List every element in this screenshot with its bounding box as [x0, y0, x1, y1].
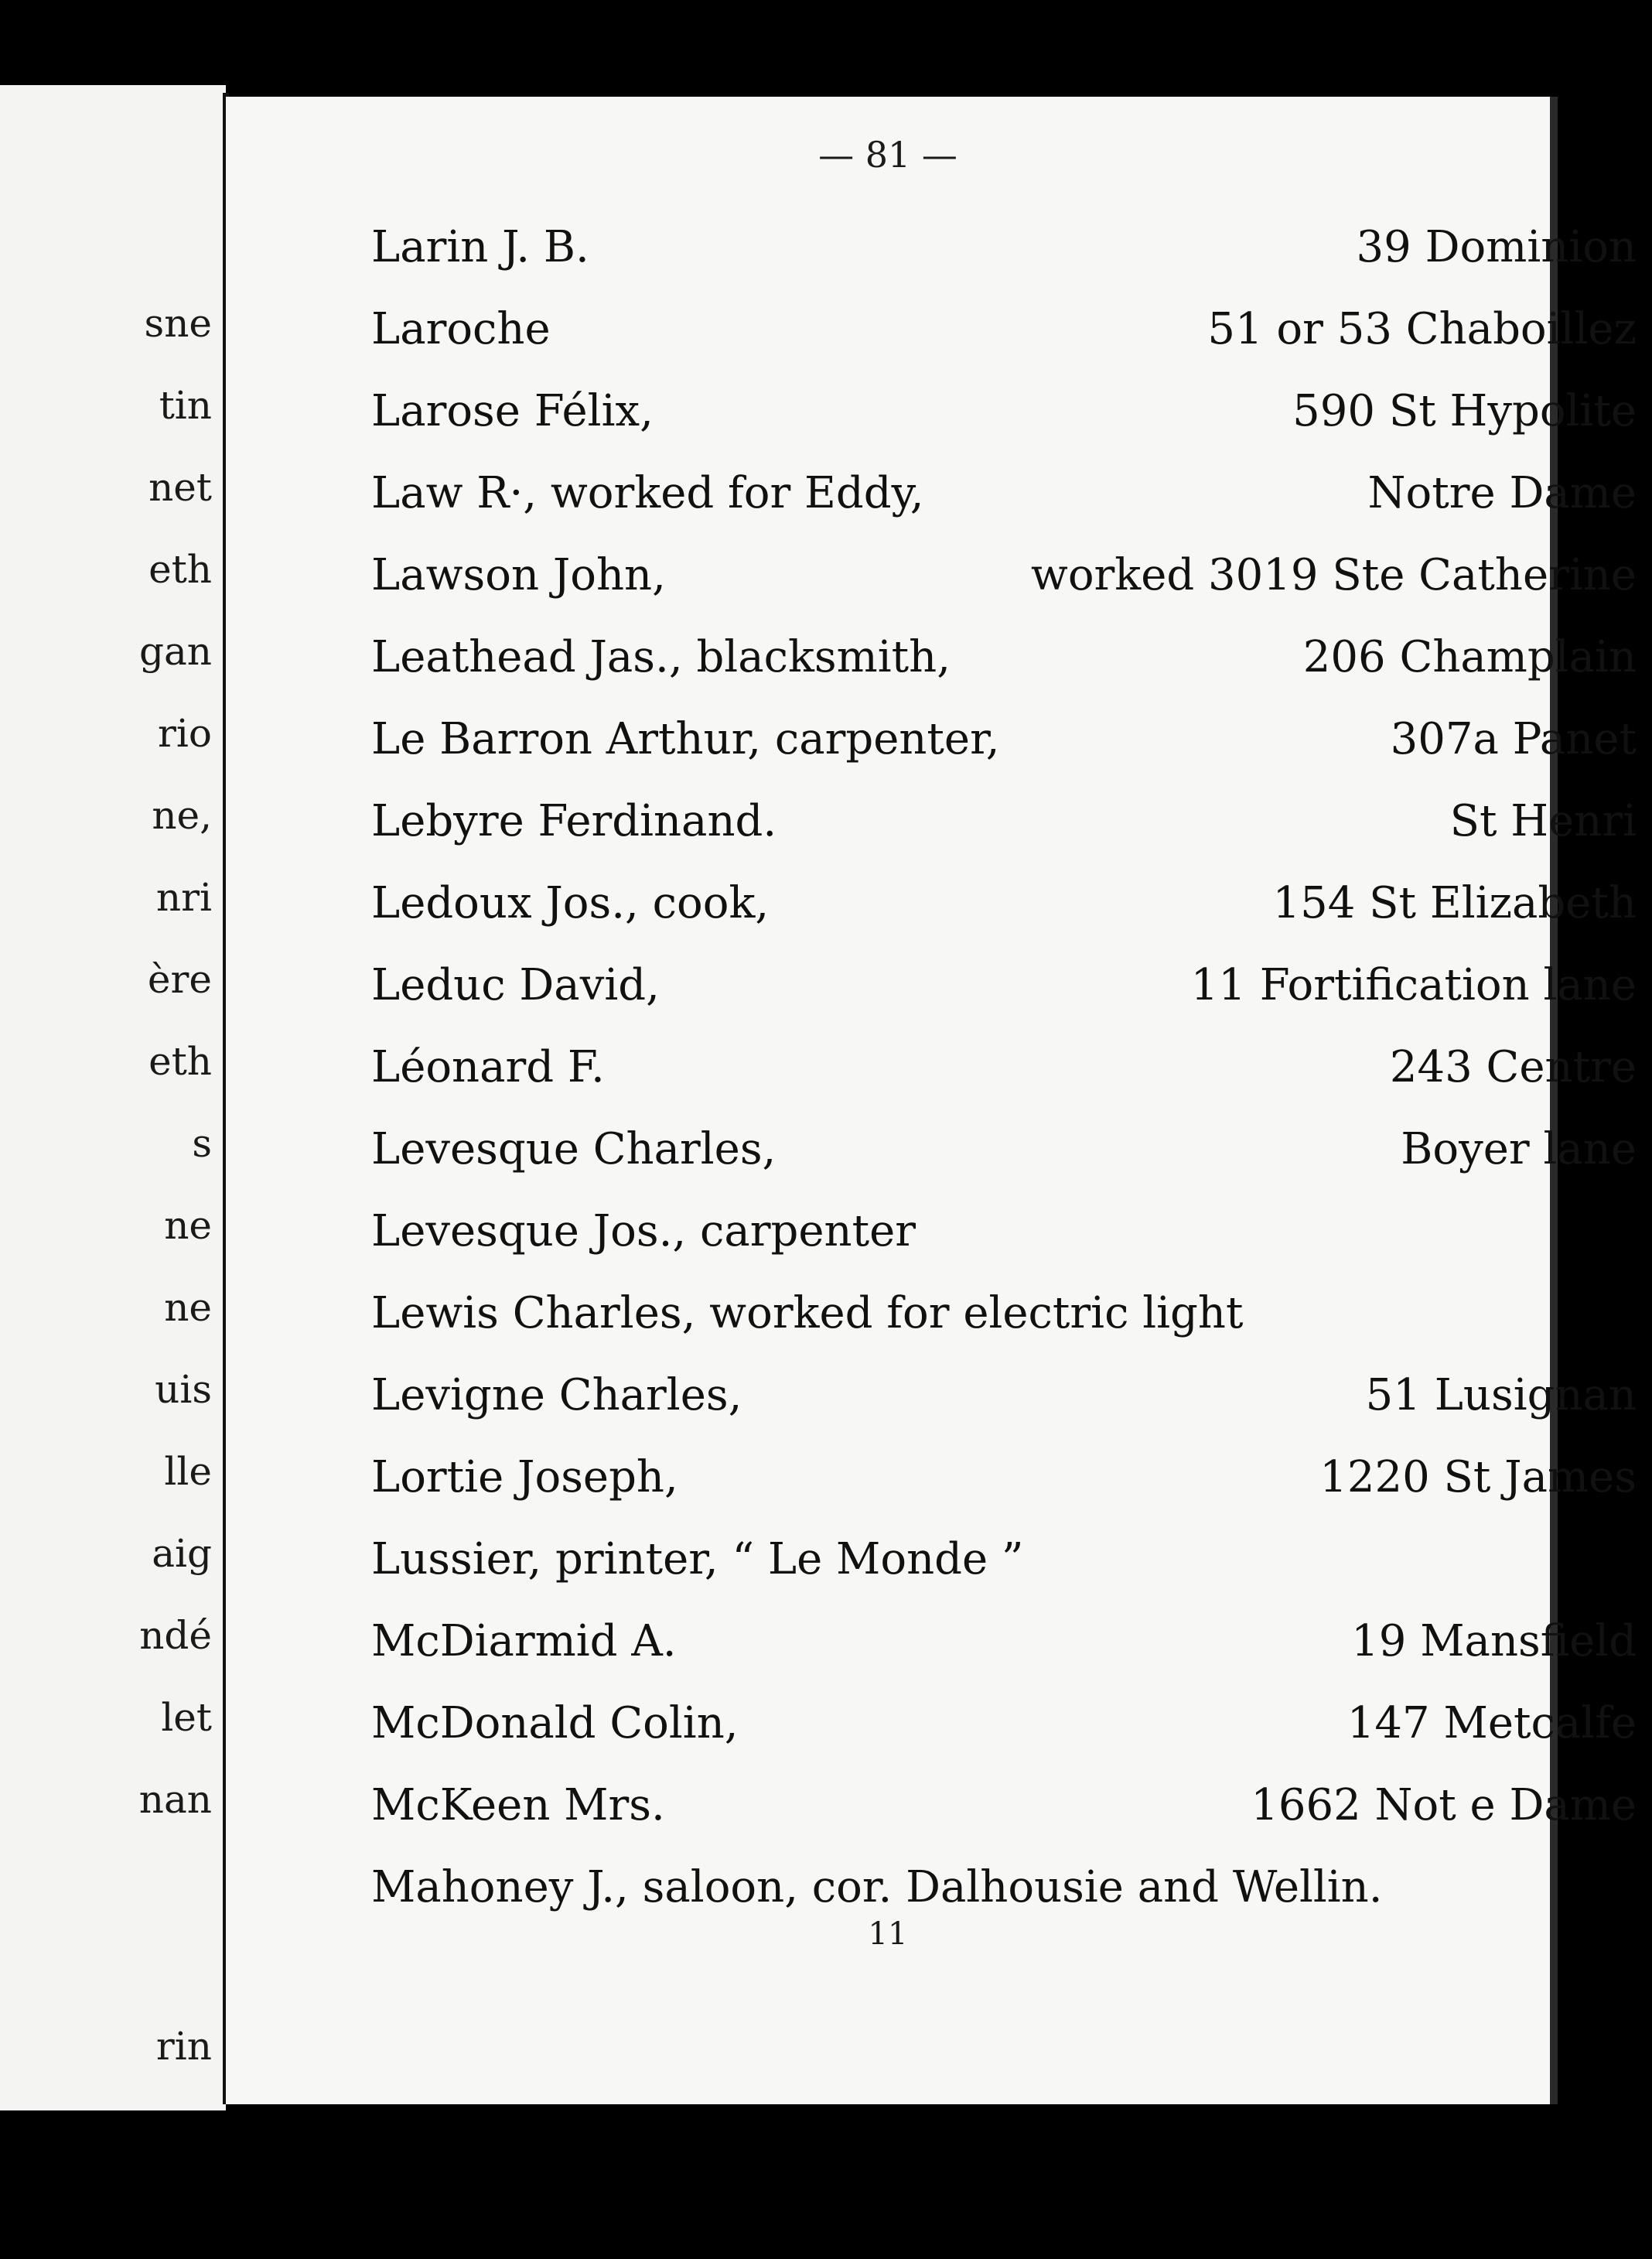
entry-name: McDonald Colin, [371, 1698, 739, 1748]
entry-name: Léonard F. [371, 1042, 605, 1092]
left-fragment: rio [158, 711, 212, 756]
directory-entry [371, 1779, 1637, 1833]
entry-name: Lawson John, [371, 550, 666, 600]
directory-entry [371, 220, 1637, 275]
directory-entry [371, 1861, 1637, 1915]
left-fragment: lle [164, 1449, 212, 1494]
left-fragment: ne, [152, 793, 212, 838]
left-fragment: ère [147, 957, 212, 1002]
entry-name: Mahoney J., saloon, cor. Dalhousie and Wellin. [371, 1862, 1383, 1912]
entry-address: 243 Centre [1389, 1042, 1637, 1092]
left-fragment: net [148, 465, 212, 510]
entry-address: 1220 St James [1319, 1452, 1637, 1502]
left-fragment: eth [148, 1039, 212, 1084]
directory-entry [371, 384, 1637, 439]
left-fragment: s [192, 1121, 212, 1166]
entry-name: Lortie Joseph, [371, 1452, 678, 1502]
entry-name: McKeen Mrs. [371, 1780, 665, 1830]
directory-entry [371, 877, 1637, 931]
entry-address: Boyer lane [1401, 1124, 1637, 1174]
entry-name: Lebyre Ferdinand. [371, 796, 777, 846]
directory-entry [371, 1123, 1637, 1177]
signature-mark: 11 [868, 1916, 908, 1952]
entry-address: 1662 Not e Dame [1251, 1780, 1637, 1830]
left-page-edge [0, 85, 226, 2110]
directory-entry [371, 795, 1637, 849]
entry-name: Lussier, printer, “ Le Monde ” [371, 1534, 1024, 1584]
entry-address: St Henri [1449, 796, 1637, 846]
entry-name: Leduc David, [371, 960, 660, 1010]
entry-address: 11 Fortification lane [1190, 960, 1637, 1010]
left-fragment: rin [155, 2024, 212, 2069]
left-fragment: nan [138, 1777, 212, 1822]
directory-entry [371, 631, 1637, 685]
right-page [226, 97, 1637, 2104]
entry-name: Ledoux Jos., cook, [371, 878, 770, 928]
directory-entry [371, 1369, 1637, 1423]
entry-name: Lewis Charles, worked for electric light [371, 1288, 1244, 1338]
directory-entry [371, 959, 1637, 1013]
entry-address: 19 Mansfield [1351, 1616, 1637, 1666]
directory-entry [371, 549, 1637, 603]
entry-name: Law R·, worked for Eddy, [371, 468, 924, 518]
left-fragment: gan [138, 629, 212, 674]
entry-name: Laroche [371, 304, 551, 354]
left-fragment: ne [164, 1203, 212, 1248]
entry-address: 206 Champlain [1302, 632, 1637, 682]
entry-address: 307a Panet [1390, 714, 1637, 764]
left-fragment: aig [152, 1531, 212, 1576]
entry-name: Le Barron Arthur, carpenter, [371, 714, 1000, 764]
directory-entry [371, 1451, 1637, 1505]
directory-entry [371, 1287, 1637, 1341]
entry-address: 147 Metcalfe [1347, 1698, 1637, 1748]
entry-address: Notre Dame [1367, 468, 1637, 518]
left-fragment: uis [155, 1367, 212, 1412]
entry-name: Larose Félix, [371, 386, 654, 436]
directory-entry [371, 1205, 1637, 1259]
directory-entry [371, 1533, 1637, 1587]
entry-name: Levesque Jos., carpenter [371, 1206, 916, 1256]
entry-name: Levesque Charles, [371, 1124, 777, 1174]
directory-entry [371, 1615, 1637, 1669]
left-fragment: let [161, 1695, 212, 1740]
left-fragment: nri [155, 875, 212, 920]
directory-entry [371, 466, 1637, 521]
entry-address: 39 Dominion [1356, 222, 1637, 272]
entry-name: Levigne Charles, [371, 1370, 742, 1420]
entry-address: 154 St Elizabeth [1272, 878, 1637, 928]
left-fragment: eth [148, 547, 212, 592]
entry-address: 51 Lusignan [1365, 1370, 1637, 1420]
page-number: — 81 — [818, 134, 957, 176]
entry-name: Leathead Jas., blacksmith, [371, 632, 951, 682]
left-fragment: tin [159, 383, 212, 428]
directory-entry [371, 1041, 1637, 1095]
directory-entry [371, 302, 1637, 357]
directory-entry [371, 713, 1637, 767]
left-fragment: sne [144, 301, 212, 346]
entry-address: worked 3019 Ste Catherine [1030, 550, 1637, 600]
directory-entry [371, 1697, 1637, 1751]
entry-address: 590 St Hypolite [1292, 386, 1637, 436]
entry-address: 51 or 53 Chaboillez [1207, 304, 1637, 354]
entry-name: McDiarmid A. [371, 1616, 677, 1666]
left-fragment: ne [164, 1285, 212, 1330]
entry-name: Larin J. B. [371, 222, 589, 272]
left-fragment: ndé [139, 1613, 212, 1658]
